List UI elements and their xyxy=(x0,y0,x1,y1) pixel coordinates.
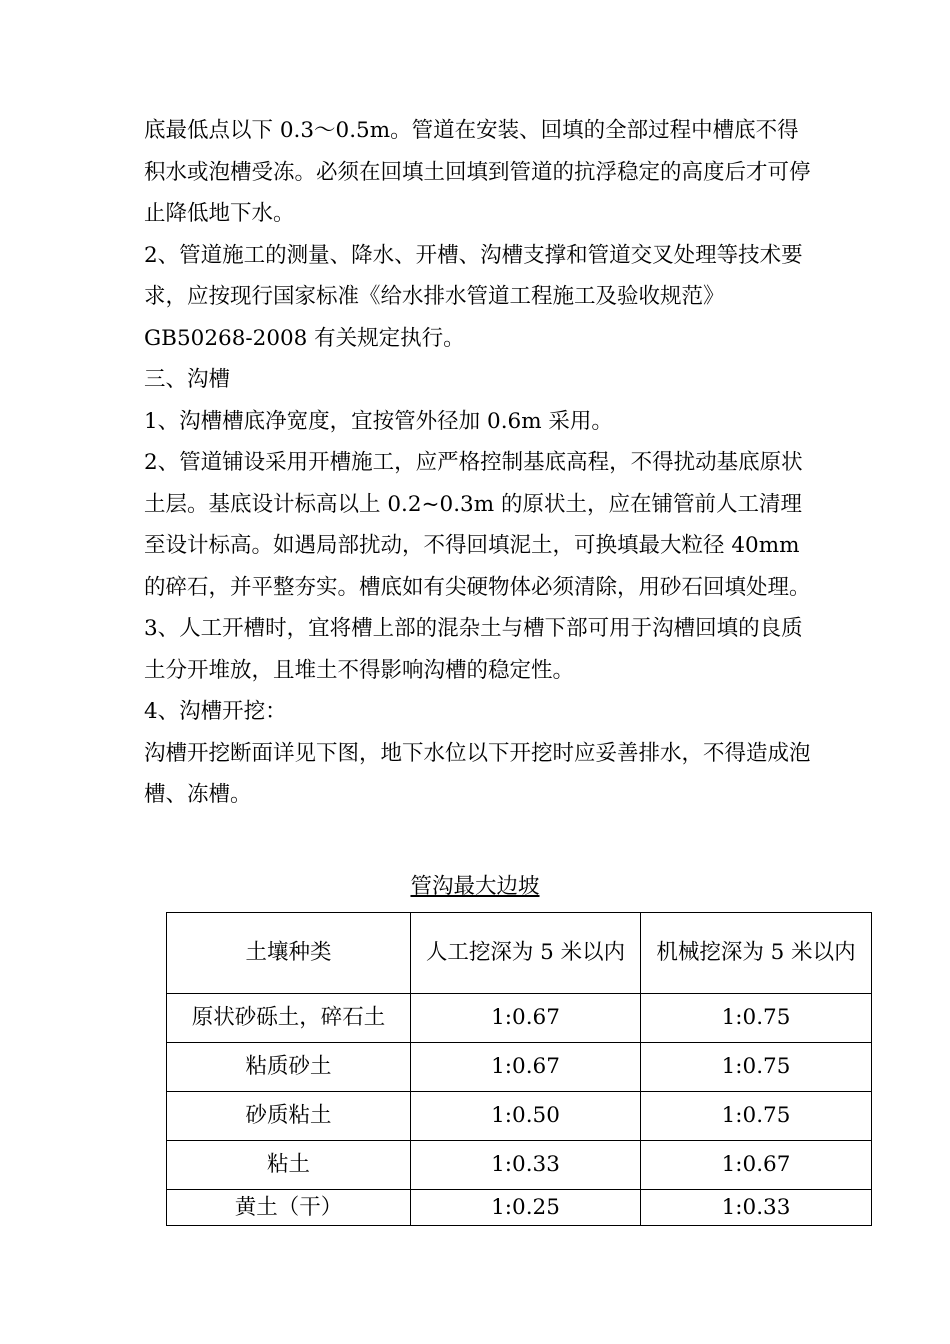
table-cell: 1:0.67 xyxy=(411,1043,641,1092)
table-header-cell: 土壤种类 xyxy=(167,913,411,994)
paragraph-item-3-manual: 3、人工开槽时，宜将槽上部的混杂土与槽下部可用于沟槽回填的良质土分开堆放，且堆土不得影响沟槽的稳定性。 xyxy=(144,616,803,683)
body-text xyxy=(144,110,814,816)
slope-table xyxy=(166,912,872,1226)
table-cell: 黄土（干） xyxy=(167,1190,411,1226)
table-header-cell: 人工挖深为 5 米以内 xyxy=(411,913,641,994)
table-title: 管沟最大边坡 xyxy=(410,874,540,899)
paragraph-item-4-heading: 4、沟槽开挖： xyxy=(144,699,287,724)
table-cell: 1:0.75 xyxy=(641,994,872,1043)
table-row xyxy=(167,1190,872,1226)
table-cell: 1:0.25 xyxy=(411,1190,641,1226)
table-cell: 1:0.50 xyxy=(411,1092,641,1141)
table-cell: 粘质砂土 xyxy=(167,1043,411,1092)
table-row xyxy=(167,1043,872,1092)
table-cell: 1:0.75 xyxy=(641,1043,872,1092)
paragraph-dewatering: 底最低点以下 0.3～0.5m。管道在安装、回填的全部过程中槽底不得积水或泡槽受冻。必须在回填土回填到管道的抗浮稳定的高度后才可停止降低地下水。 xyxy=(144,118,811,226)
paragraph-item-1-width: 1、沟槽槽底净宽度，宜按管外径加 0.6m 采用。 xyxy=(144,408,613,434)
section-heading-trench: 三、沟槽 xyxy=(144,367,231,392)
table-cell: 粘土 xyxy=(167,1141,411,1190)
table-header-row xyxy=(167,913,872,994)
table-cell: 1:0.67 xyxy=(411,994,641,1043)
table-row xyxy=(167,994,872,1043)
paragraph-section-note: 沟槽开挖断面详见下图，地下水位以下开挖时应妥善排水，不得造成泡槽、冻槽。 xyxy=(144,740,811,807)
table-header-cell: 机械挖深为 5 米以内 xyxy=(641,913,872,994)
table-cell: 砂质粘土 xyxy=(167,1092,411,1141)
table-cell: 1:0.33 xyxy=(641,1190,872,1226)
table-row xyxy=(167,1141,872,1190)
paragraph-item-2-standards: 2、管道施工的测量、降水、开槽、沟槽支撑和管道交叉处理等技术要求，应按现行国家标准《给水排水管道工程施工及验收规范》GB50268-2008 有关规定执行。 xyxy=(144,242,803,351)
table-cell: 1:0.33 xyxy=(411,1141,641,1190)
table-cell: 1:0.67 xyxy=(641,1141,872,1190)
paragraph-item-2-excavation: 2、管道铺设采用开槽施工，应严格控制基底高程，不得扰动基底原状土层。基底设计标高以上 0.2~0.3m 的原状土，应在铺管前人工清理至设计标高。如遇局部扰动，不得回填泥土，可换填最大粒径 40mm 的碎石，并平整夯实。槽底如有尖硬物体必须清除，用砂石回填处理。 xyxy=(144,450,811,600)
table-cell: 1:0.75 xyxy=(641,1092,872,1141)
table-cell: 原状砂砾土，碎石土 xyxy=(167,994,411,1043)
table-row xyxy=(167,1092,872,1141)
